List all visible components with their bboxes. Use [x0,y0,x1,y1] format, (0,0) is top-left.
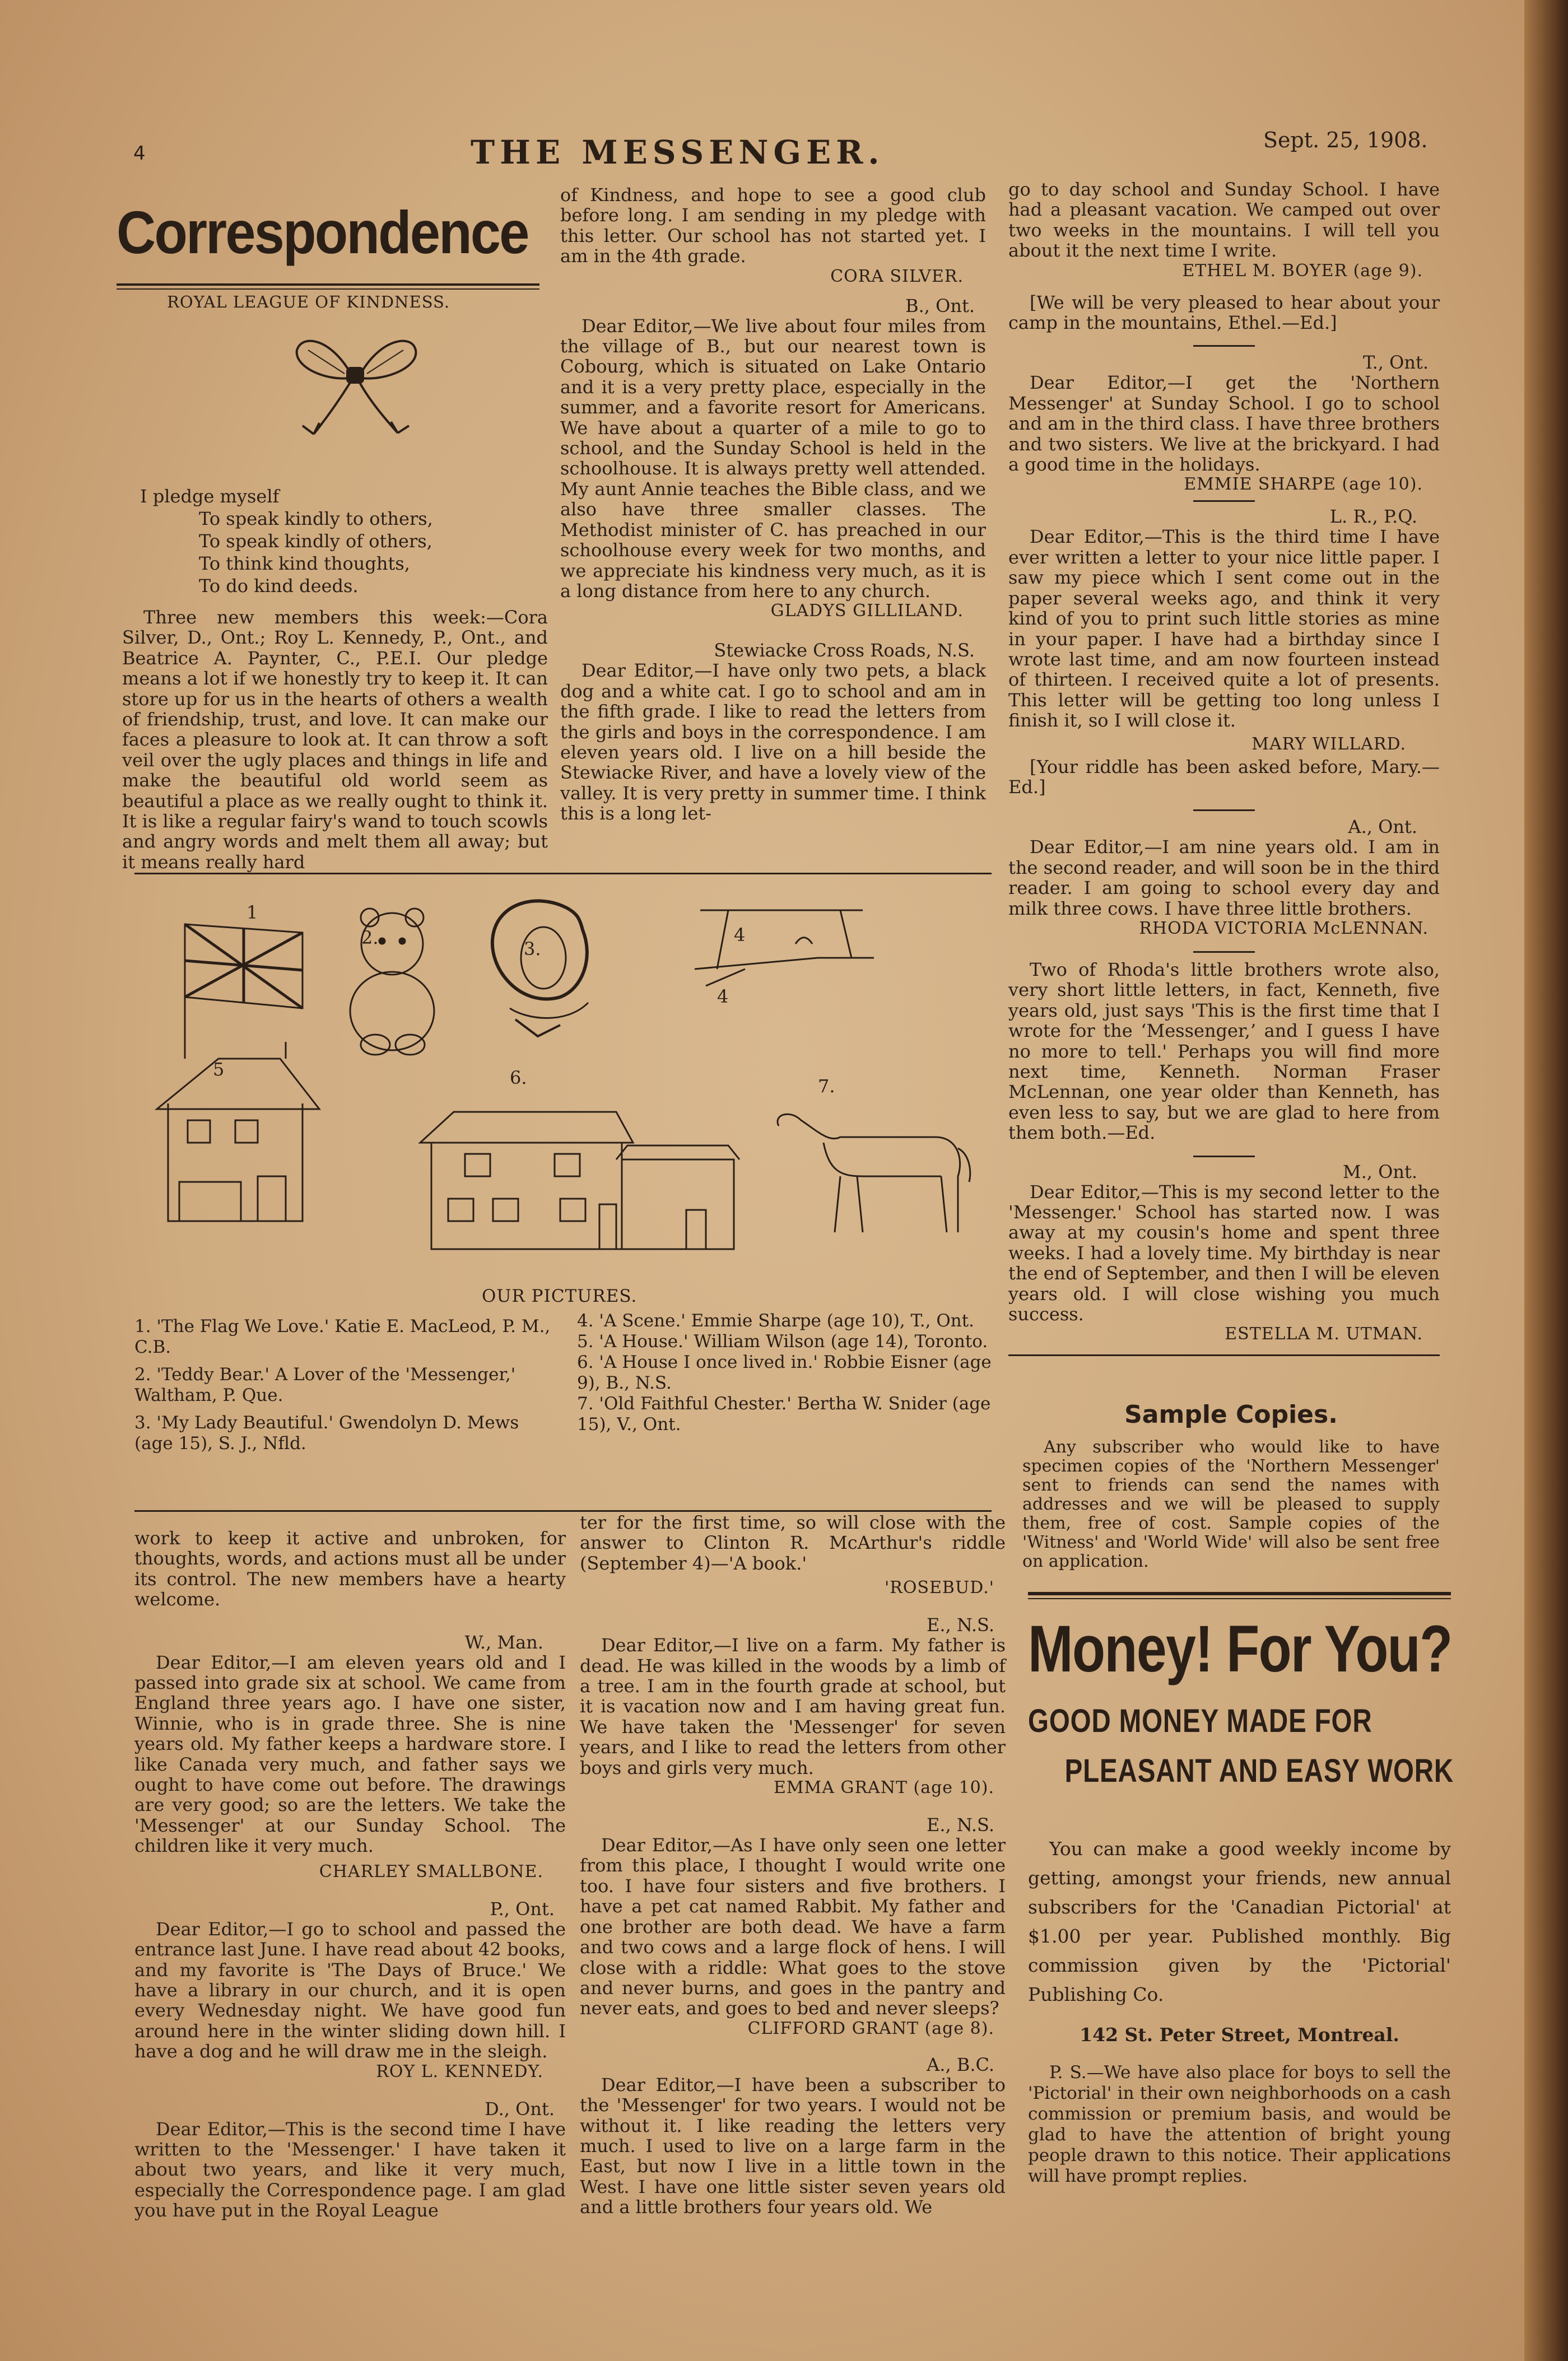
letter-text: Dear Editor,—As I have only seen one letter from this place, I thought I would write one too. I have four sisters and five brothers. I have a pet cat named Rabbit. My father and one brother are both dead. We have a farm and two cows and a large flock of hens. I will close with a riddle: What goes to the stove and never burns, and goes in the pantry and never eats, and goes to bed and never sleeps? [580,1834,1006,2019]
letter-text: Dear Editor,—I have only two pets, a black dog and a white cat. I go to school and am in the fifth grade. I like to read the letters from the girls and boys in the correspondence. I am eleven years old. I live on a hill beside the Stewiacke River, and have a lovely view of the valley. It is very pretty in summer time. I think this is a long let- [560,660,986,825]
ad-body: You can make a good weekly income by getting, amongst your friends, new annual subscribers for the 'Canadian Pictorial' at $1.00 per year. Published monthly. Big commission given by the 'Pictorial' Publishing Co. [1028,1838,1451,2005]
letter-text: Dear Editor,—I am nine years old. I am in the second reader, and will soon be in the third reader. I am going to school every day and milk three cows. I have three little brothers. [1008,836,1440,919]
letter-text: Dear Editor,—I am eleven years old and I passed into grade six at school. We came from England three years ago. I have one sister, Winnie, who is in grade three. She is nine years old. My father keeps a hardware store. I like Canada very much, and father says we ought to have come out before. The drawings are very good; so are the letters. We take the 'Messenger' at our Sunday School. The children like it very much. [134,1651,566,1857]
letter-text: Dear Editor,—I go to school and passed the entrance last June. I have read about 42 books, and my favorite is 'The Days of Bruce.' We have a library in our church, and it is open every Wednesday night. We have good fun around here in the winter sliding down hill. I have a dog and he will draw me in the sleigh. [134,1918,566,2062]
house-lived-drawing [420,1112,739,1249]
picture-label: 6. [510,1067,527,1088]
letter-text: go to day school and Sunday School. I have had a pleasant vacation. We camped out over two weeks in the mountains. I will tell you about it the next time I write. [1008,179,1440,262]
letter-text: Dear Editor,—I have been a subscriber to the 'Messenger' for two years. I would not be without it. I like reading the letters very much. I used to live on a large farm in the East, but now I live in a little town in the West. I have one little sister seven years old and a little brothers four years old. We [580,2074,1006,2218]
title-rule-thin [117,288,539,290]
letter-text: Dear Editor,—I get the 'Northern Messenger' at Sunday School. I go to school and am in the third class. I have three brothers and two sisters. We live at the brickyard. I had a good time in the holidays. [1008,372,1440,476]
letter-text: Dear Editor,—This is the second time I have written to the 'Messenger.' I have taken it about two years, and like it very much, especially the Correspondence page. I am glad you have put in the Royal League [134,2118,566,2222]
letter-place: Stewiacke Cross Roads, N.S. [714,640,975,662]
letter-place: E., N.S. [927,1614,994,1636]
letter-place: L. R., P.Q. [1329,506,1417,528]
league-heading: ROYAL LEAGUE OF KINDNESS. [167,292,450,311]
letter-place: A., B.C. [927,2053,994,2075]
scene-drawing [695,910,874,986]
league-intro [122,607,548,872]
letter-text: Dear Editor,—This is my second letter to the 'Messenger.' School has started now. I was away at my cousin's home and spent three weeks. I had a lovely time. My birthday is near the end of September, and then I will be eleven years old. I will close wishing you much success. [1008,1181,1440,1325]
ad-headline: Money! For You? [1028,1612,1452,1686]
picture-caption: 6. 'A House I once lived in.' Robbie Eisner (age 9), B., N.S. [577,1352,992,1393]
captions-left [134,1316,560,1461]
page-number: 4 [133,142,146,165]
letter-place: A., Ont. [1348,816,1417,838]
pledge-line: To speak kindly to others, [199,508,433,529]
sample-copies [1022,1400,1440,1571]
pledge [140,485,433,597]
bottom-left-column [134,1528,566,2221]
pictures-panel [134,891,992,1272]
picture-label: 2. [361,927,379,948]
letter-place: M., Ont. [1342,1161,1417,1182]
signature: CORA SILVER. [830,266,964,286]
editor-note: [Your riddle has been asked before, Mary.—Ed.] [1008,756,1440,798]
ad-ps-wrap [1028,2062,1451,2187]
letter-place: B., Ont. [905,295,975,316]
picture-label: 7. [818,1075,835,1097]
letter-place: D., Ont. [485,2098,555,2120]
picture-label: 1 [246,902,258,923]
letter-text: work to keep it active and unbroken, for thoughts, words, and actions must all be under its control. The new members have a hearty welcome. [134,1528,566,1610]
signature: ETHEL M. BOYER (age 9). [1182,260,1423,281]
house-drawing [157,1042,319,1221]
ad-address: 142 St. Peter Street, Montreal. [1080,2024,1399,2046]
bow-illustration [291,328,420,440]
advertisement [1028,1592,1454,2187]
signature: MARY WILLARD. [1251,734,1406,754]
signature: GLADYS GILLILAND. [770,601,964,621]
letter-place: W., Man. [464,1631,543,1653]
picture-label: 5 [213,1059,225,1080]
divider [1193,951,1255,953]
divider [1193,500,1255,502]
picture-label: 4 [734,924,746,946]
correspondence-title: Correspondence [117,198,528,266]
signature: EMMIE SHARPE (age 10). [1184,474,1423,495]
editor-note: Two of Rhoda's little brothers wrote also, very short little letters, in fact, Kenneth, five years old, just says 'This is the first time that I wrote for the ‘Messenger,’ and I guess I have no more to tell.' Perhaps you will find more next time, Kenneth. Norman Fraser McLennan, one year older than Kenneth, has even less to say, but we are glad to here from them both.—Ed. [1008,958,1440,1144]
ad-top-rule-thin [1028,1598,1451,1599]
pledge-line: I pledge myself [140,486,280,507]
pictures-heading: OUR PICTURES. [482,1286,638,1306]
divider [1193,809,1255,811]
pictures-top-rule [134,873,992,874]
signature: CLIFFORD GRANT (age 8). [747,2018,994,2038]
letter-place: T., Ont. [1362,352,1429,374]
ad-subheading-2: PLEASANT AND EASY WORK [1064,1753,1454,1789]
picture-caption: 3. 'My Lady Beautiful.' Gwendolyn D. Mews (age 15), S. J., Nfld. [134,1413,519,1454]
letter-text: of Kindness, and hope to see a good club before long. I am sending in my pledge with this letter. Our school has not started yet. I am in the 4th grade. [560,184,986,267]
signature: 'ROSEBUD.' [885,1578,994,1598]
letter-text: Dear Editor,—I live on a farm. My father is dead. He was killed in the woods by a limb of a tree. I am in the fourth grade at school, but it is vacation now and I am having great fun. We have taken the 'Messenger' for seven years, and I like to read the letters from other boys and girls very much. [580,1634,1006,1778]
column-rule [1008,1354,1440,1356]
letter-text: Dear Editor,—This is the third time I have ever written a letter to your nice little paper. I saw my piece which I sent come out in the paper several weeks ago, and think it very kind of you to print such little stories as mine in your paper. I have had a birthday since I wrote last time, and am now fourteen instead of thirteen. I received quite a lot of presents. This letter will be getting too long unless I finish it, so I will close it. [1008,526,1440,732]
picture-caption: 1. 'The Flag We Love.' Katie E. MacLeod, P. M., C.B. [134,1316,551,1357]
picture-label: 4 [717,986,729,1007]
ad-body-wrap [1028,1834,1451,2009]
horse-drawing [778,1114,970,1232]
signature: CHARLEY SMALLBONE. [319,1861,543,1882]
masthead: THE MESSENGER. [471,133,885,171]
signature: RHODA VICTORIA McLENNAN. [1139,918,1429,938]
flag-drawing [185,924,303,1059]
page-binding-shadow [1524,0,1568,2361]
sample-text: Any subscriber who would like to have specimen copies of the 'Northern Messenger' sent to friends can send the names with addresses and we will be pleased to supply them, free of cost. Sample copies of the 'Witness' and 'World Wide' will also be sent free on application. [1022,1437,1440,1571]
letter-text: ter for the first time, so will close with the answer to Clinton R. McArthur's riddle (September 4)—'A book.' [580,1512,1006,1574]
ad-top-rule [1028,1592,1451,1595]
signature: ROY L. KENNEDY. [376,2061,543,2081]
captions-right [577,1311,997,1435]
pledge-line: To speak kindly of others, [199,530,432,552]
editor-note: [We will be very pleased to hear about your camp in the mountains, Ethel.—Ed.] [1008,291,1440,334]
letter-place: P., Ont. [490,1898,555,1920]
sample-title: Sample Copies. [1124,1400,1338,1429]
picture-caption: 7. 'Old Faithful Chester.' Bertha W. Snider (age 15), V., Ont. [577,1394,991,1435]
title-rule [117,283,539,286]
divider [1193,345,1255,347]
picture-caption: 4. 'A Scene.' Emmie Sharpe (age 10), T., Ont. [577,1311,975,1331]
ad-subheading-1: GOOD MONEY MADE FOR [1028,1703,1372,1739]
pledge-line: To do kind deeds. [199,575,359,597]
sample-text-wrap [1022,1438,1440,1571]
column-2-top [560,185,986,824]
letter-place: E., N.S. [927,1814,994,1836]
signature: ESTELLA M. UTMAN. [1225,1324,1423,1344]
letter-text: Dear Editor,—We live about four miles from the village of B., but our nearest town is Cobourg, which is situated on Lake Ontario and it is a very pretty place, especially in the summer, and a favorite resort for Americans. We have about a quarter of a mile to go to school, and the Sunday School is held in the schoolhouse. It is always pretty well attended. My aunt Annie teaches the Bible class, and we also have three smaller classes. The Methodist minister of C. has preached in our schoolhouse every week for two months, and we appreciate his kindness very much, as it is a long distance from here to any church. [560,315,986,602]
bottom-middle-column [580,1512,1006,2218]
picture-caption: 5. 'A House.' William Wilson (age 14), Toronto. [577,1331,988,1352]
picture-label: 3. [524,938,541,960]
ad-postscript: P. S.—We have also place for boys to sell the 'Pictorial' in their own neighborhoods on a cash commission or premium basis, and would be glad to have the attention of bright young people drawn to this notice. Their applications will have prompt replies. [1028,2062,1451,2186]
issue-date: Sept. 25, 1908. [1263,128,1428,152]
divider [1193,1156,1255,1157]
signature: EMMA GRANT (age 10). [773,1778,994,1798]
picture-caption: 2. 'Teddy Bear.' A Lover of the 'Messenger,' Waltham, P. Que. [134,1365,516,1405]
intro-paragraph: Three new members this week:—Cora Silver, D., Ont.; Roy L. Kennedy, P., Ont., and Beatrice A. Paynter, C., P.E.I. Our pledge means a lot if we honestly try to keep it. It can store up for us in the hearts of others a wealth of friendship, trust, and love. It can make our faces a pleasure to look at. It can throw a soft veil over the ugly places and things in life and make the beautiful old world seem as beautiful a place as we really ought to think it. It is like a regular fairy's wand to touch scowls and angry words and melt them all away; but it means really hard [122,607,548,873]
column-3 [1008,179,1440,1356]
lady-drawing [492,901,588,1036]
pledge-line: To think kind thoughts, [199,553,410,574]
